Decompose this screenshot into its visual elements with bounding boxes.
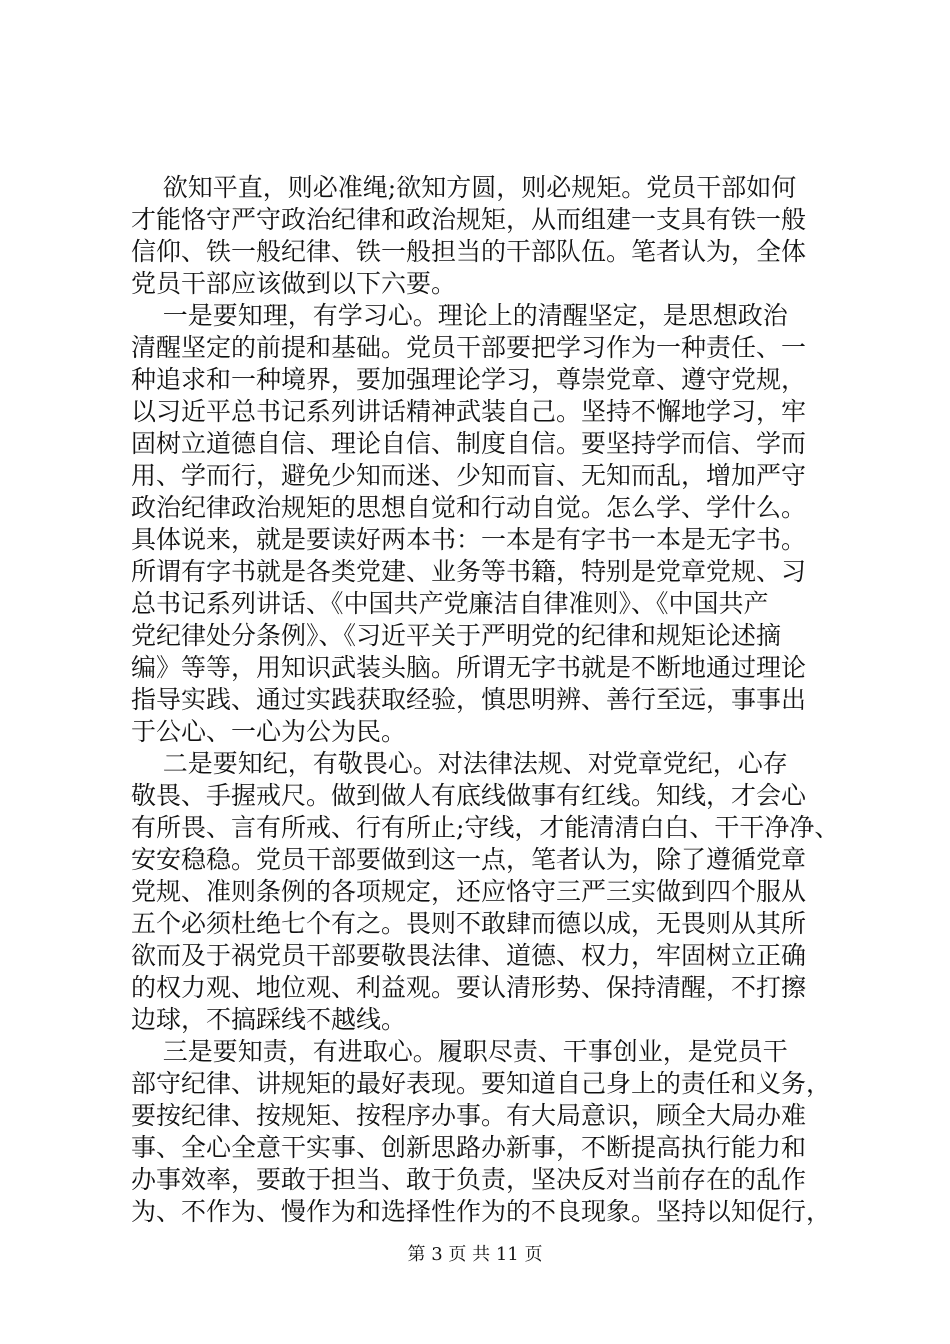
text-line: 党纪律处分条例》、《习近平关于严明党的纪律和规矩论述摘: [131, 621, 782, 650]
text-line: 种追求和一种境界，要加强理论学习，尊崇党章、遵守党规，: [131, 365, 807, 394]
text-line: 信仰、铁一般纪律、铁一般担当的干部队伍。笔者认为，全体: [131, 237, 807, 266]
text-line: 五个必须杜绝七个有之。畏则不敢肆而德以成，无畏则从其所: [131, 909, 807, 938]
text-line: 欲知平直，则必准绳;欲知方圆，则必规矩。党员干部如何: [131, 173, 797, 202]
text-line: 三是要知责，有进取心。履职尽责、干事创业，是党员干: [131, 1037, 788, 1066]
page-footer: 第 3 页 共 11 页: [407, 1244, 543, 1265]
text-line: 边球，不搞踩线不越线。: [131, 1005, 407, 1034]
text-line: 要按纪律、按规矩、按程序办事。有大局意识，顾全大局办难: [131, 1101, 807, 1130]
text-line: 党员干部应该做到以下六要。: [131, 269, 457, 298]
text-line: 政治纪律政治规矩的思想自觉和行动自觉。怎么学、学什么。: [131, 493, 807, 522]
text-line: 事、全心全意干实事、创新思路办新事，不断提高执行能力和: [131, 1133, 807, 1162]
text-line: 党规、准则条例的各项规定，还应恪守三严三实做到四个服从: [131, 877, 807, 906]
text-line: 用、学而行，避免少知而迷、少知而盲、无知而乱，增加严守: [131, 461, 807, 490]
text-line: 清醒坚定的前提和基础。党员干部要把学习作为一种责任、一: [131, 333, 807, 362]
text-line: 所谓有字书就是各类党建、业务等书籍，特别是党章党规、习: [131, 557, 807, 586]
text-line: 总书记系列讲话、《中国共产党廉洁自律准则》、《中国共产: [131, 589, 769, 618]
text-line: 具体说来，就是要读好两本书：一本是有字书一本是无字书。: [131, 525, 807, 554]
text-line: 的权力观、地位观、利益观。要认清形势、保持清醒，不打擦: [131, 973, 807, 1002]
text-line: 固树立道德自信、理论自信、制度自信。要坚持学而信、学而: [131, 429, 807, 458]
text-line: 于公心、一心为公为民。: [131, 717, 407, 746]
text-line: 有所畏、言有所戒、行有所止;守线，才能清清白白、干干净净、: [131, 813, 840, 842]
text-line: 指导实践、通过实践获取经验，慎思明辨、善行至远，事事出: [131, 685, 807, 714]
text-line: 一是要知理，有学习心。理论上的清醒坚定，是思想政治: [131, 301, 788, 330]
text-line: 敬畏、手握戒尺。做到做人有底线做事有红线。知线，才会心: [131, 781, 807, 810]
text-line: 二是要知纪，有敬畏心。对法律法规、对党章党纪，心存: [131, 749, 788, 778]
body-text: [131, 172, 840, 1228]
text-line: 为、不作为、慢作为和选择性作为的不良现象。坚持以知促行，: [131, 1197, 832, 1226]
text-line: 安安稳稳。党员干部要做到这一点，笔者认为，除了遵循党章: [131, 845, 807, 874]
text-line: 欲而及于祸党员干部要敬畏法律、道德、权力，牢固树立正确: [131, 941, 807, 970]
text-line: 以习近平总书记系列讲话精神武装自己。坚持不懈地学习，牢: [131, 397, 807, 426]
text-line: 编》等等，用知识武装头脑。所谓无字书就是不断地通过理论: [131, 653, 807, 682]
text-line: 办事效率，要敢于担当、敢于负责，坚决反对当前存在的乱作: [131, 1165, 807, 1194]
text-line: 才能恪守严守政治纪律和政治规矩，从而组建一支具有铁一般: [131, 205, 807, 234]
text-line: 部守纪律、讲规矩的最好表现。要知道自己身上的责任和义务，: [131, 1069, 832, 1098]
